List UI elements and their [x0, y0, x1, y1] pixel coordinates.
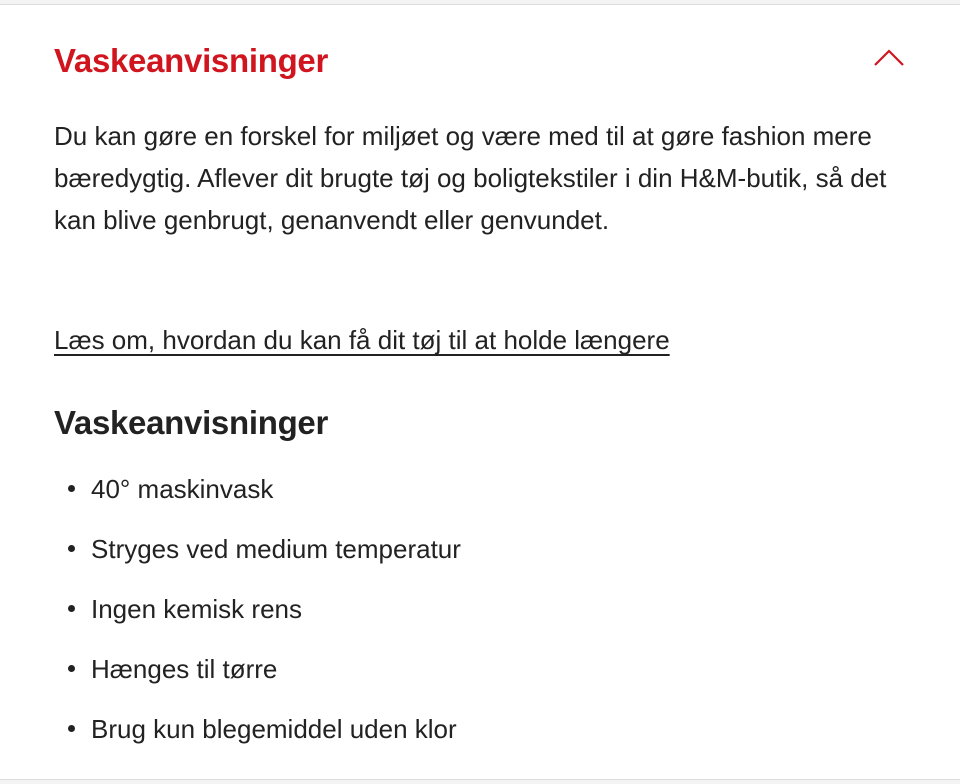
instruction-text: 40° maskinvask — [91, 474, 274, 504]
instruction-text: Ingen kemisk rens — [91, 594, 302, 624]
list-item — [54, 523, 461, 583]
sustainability-description: Du kan gøre en forskel for miljøet og være med til at gøre fashion mere bæredygtig. Aflever dit brugte tøj og boligtekstiler i din H&M-butik, så det kan blive genbrugt, genanvendt eller genvundet. — [54, 121, 887, 235]
list-item — [54, 463, 461, 523]
bullet-icon — [68, 545, 75, 552]
bullet-icon — [68, 485, 75, 492]
wash-instructions-list — [54, 463, 461, 763]
care-guide-link[interactable]: Læs om, hvordan du kan få dit tøj til at holde længere — [54, 325, 670, 355]
care-instructions-panel — [0, 4, 960, 780]
list-item — [54, 703, 461, 763]
list-item — [54, 583, 461, 643]
list-item — [54, 643, 461, 703]
chevron-up-icon[interactable] — [872, 43, 906, 73]
bullet-icon — [68, 665, 75, 672]
accordion-title: Vaskeanvisninger — [54, 42, 329, 79]
bullet-icon — [68, 605, 75, 612]
instruction-text: Stryges ved medium temperatur — [91, 534, 461, 564]
instruction-text: Brug kun blegemiddel uden klor — [91, 714, 457, 744]
bullet-icon — [68, 725, 75, 732]
instruction-text: Hænges til tørre — [91, 654, 278, 684]
accordion-header[interactable] — [54, 35, 906, 83]
section-heading: Vaskeanvisninger — [54, 404, 329, 441]
